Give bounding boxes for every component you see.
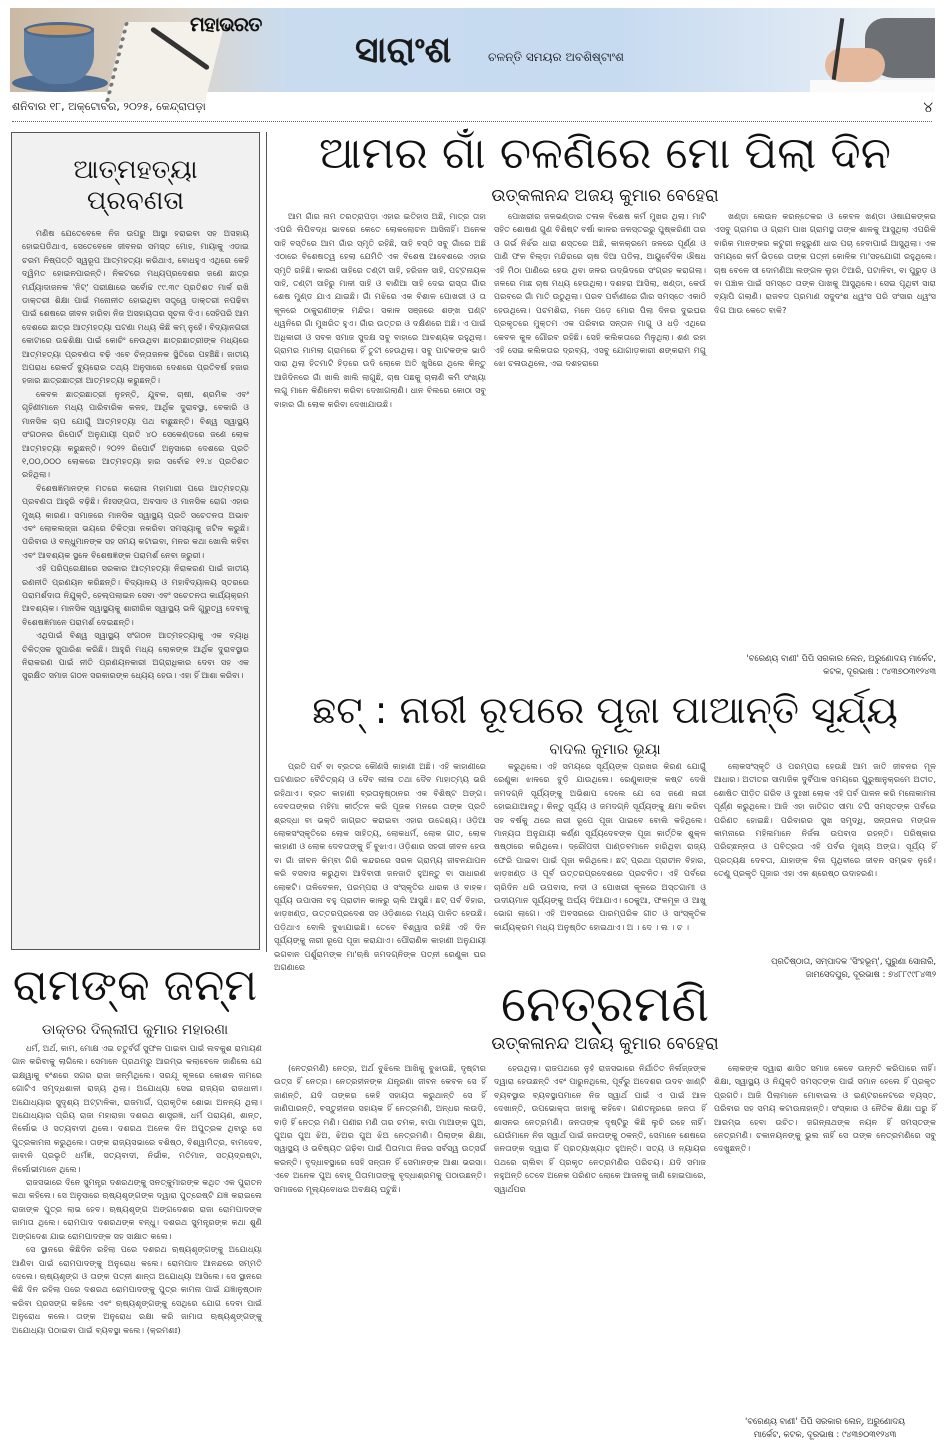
signature-line: ପ୍ରତିଷ୍ଠାତା, ସମ୍ପାଦକ 'ସିଂହଭୂମ୍', ପୁରୁଣା ସୋନାରି,	[771, 956, 936, 966]
article-column	[494, 760, 706, 972]
article-title: ଛଟ୍ : ନାରୀ ରୂପରେ ପୂଜା ପାଆନ୍ତି ସୂର୍ଯ୍ୟ	[312, 688, 898, 732]
article-column	[12, 1042, 262, 1442]
article-paragraph: ମଣିଷ ଯେତେବେଳେ ନିଜ ଉପରୁ ଆସ୍ଥା ହରାଇବା ସହ ଅସହାୟ ହୋଇପଡିଥାଏ, ସେତେବେଳେ ଜୀବନର ସମସ୍ତ ମୋହ, ମାୟାକୁ ଏଡାଇ ଚରମ ନିଷ୍ପତ୍ତି ସ୍ୱରୂପ ଆତ୍ମହତ୍ୟା କରିଥାଏ, ବୋଧହୁଏ ଏଥିରେ କେହି ଦ୍ୱିମତ ହୋଇନପାରନ୍ତି। ନିକଟରେ ମଧ୍ୟପ୍ରଦେଶର ଜଣେ ଛାତ୍ର ମର୍ଯ୍ୟାଦାଜନକ 'ନିଟ୍' ପରୀକ୍ଷାରେ ସର୍ବୋଚ୍ଚ ୯୯.୩୯ ପ୍ରତିଶତ ମାର୍କ ରଖି ଡାକ୍ତରୀ ଶିକ୍ଷା ପାଇଁ ମନୋନୀତ ହୋଇଥିବା ସତ୍ତ୍ୱେ ଡାକ୍ତରୀ ନପଢିବା ପାଇଁ ଶେଷରେ ଜୀବନ ହାରିବା ନିଜ ଅସହାୟତାର ସୂଚନା ଦିଏ। ସେହିପରି ଆମ ଦେଶରେ ଛାତ୍ର ଆତ୍ମହତ୍ୟା ଘଟଣା ମଧ୍ୟ କିଛି କମ୍ ନୁହେଁ। ବିଦ୍ୟାନଗରୀ କୋଟାରେ ଉଚ୍ଚଶିକ୍ଷା ପାଇଁ କୋଚିଂ ନେଉଥିବା ଛାତ୍ରଛାତ୍ରୀଙ୍କ ମଧ୍ୟରେ ଆତ୍ମହତ୍ୟା ପ୍ରବଣତା ବଢ଼ି ଏବେ ଚିନ୍ତାଜନକ ସ୍ଥିତିରେ ପହଞ୍ଚିଛି। ଜାତୀୟ ଅପରାଧ ରେକର୍ଡ ବ୍ୟୁରୋର ତଥ୍ୟ ଅନୁସାରେ ଦେଶରେ ପ୍ରତିବର୍ଷ ହଜାର ହଜାର ଛାତ୍ରଛାତ୍ରୀ ଆତ୍ମହତ୍ୟା କରୁଛନ୍ତି।	[22, 228, 249, 386]
signature-line: 'ବରେଣ୍ୟ ବାଣୀ' ପିପି ସରକାର ଲେନ୍, ଅରୁଣୋଦୟ	[745, 1416, 905, 1426]
signature-line: ମାର୍କେଟ, କଟକ, ଦୂରଭାଷ : ୯୪୩୭୦୩୧୨୪୩	[753, 1429, 897, 1439]
article-column	[274, 210, 486, 655]
article-paragraph: କରୁଥିଲେ। ଏହି ସମୟରେ ସୂର୍ଯ୍ୟଙ୍କ ପ୍ରଖର କିରଣ ଯୋଗୁଁ ରେଣୁକା ଝାଳରେ ବୁଡ଼ି ଯାଉଥିଲେ। ରେଣୁକାଙ୍କ କଷ୍ଟ ଦେଖି ଜମଦଗ୍ନି ସୂର୍ଯ୍ୟଙ୍କୁ ଅଭିଶାପ ଦେଲେ ଯେ ସେ ଜଣେ ନାରୀ ହୋଇଯାଆନ୍ତୁ। କିନ୍ତୁ ସୂର୍ଯ୍ୟ ଓ ଜମଦଗ୍ନି ସୂର୍ଯ୍ୟଙ୍କୁ କ୍ଷମା କରିବା ସହ ବର୍ଷକୁ ଥରେ ନାରୀ ରୂପେ ପୂଜା ପାଇବେ ବୋଲି କହିଥିଲେ। ମାନ୍ୟତା ଅନୁଯାୟୀ କର୍ଣ୍ଣ ସୂର୍ଯ୍ୟଦେବଙ୍କ ପୂଜା କାର୍ତ୍ତିକ ଶୁକ୍ଳ ଷଷ୍ଠୀରେ କରିଥିଲେ। ଦ୍ରୌପଦୀ ପାଣ୍ଡବମାନେ ହାରିଥିବା ରାଜ୍ୟ ଫେରି ପାଇବା ପାଇଁ ପୂଜା କରିଥିଲେ। ଛଟ୍ ପ୍ରଥା ପ୍ରାଚୀନ ବିହାର, ଝାଡ଼ଖଣ୍ଡ ଓ ପୂର୍ବ ଉତ୍ତରପ୍ରଦେଶରେ ପ୍ରଚଳିତ। ଏହି ପର୍ବରେ ଚାରିଦିନ ଧରି ଉପବାସ, ନଦୀ ଓ ପୋଖରୀ କୂଳରେ ଅସ୍ତଗାମୀ ଓ ଉଦୀୟମାନ ସୂର୍ଯ୍ୟଙ୍କୁ ଅର୍ଘ୍ୟ ଦିଆଯାଏ। ଠେକୁଆ, ଫଳମୂଳ ଓ ଆଖୁ ଭୋଗ ଲାଗେ। ଏହି ଅବସରରେ ପାରମ୍ପରିକ ଗୀତ ଓ ସାଂସ୍କୃତିକ କାର୍ଯ୍ୟକ୍ରମ ମଧ୍ୟ ଅନୁଷ୍ଠିତ ହୋଇଥାଏ। ଅ । ଦେ । ଲ । ଚ ।	[494, 761, 706, 932]
article-paragraph: ଆମ ଗାଁର ନାମ ତରତ୍ରାପଡ଼ା ଏହାର ଇତିହାସ ଅଛି, ମାତ୍ର ତାହା ଏପରି ଲିପିବଦ୍ଧ ଭାବରେ କେତେ ଲୋକଲୋଚନ ଆସିନାହିଁ। ଅନେକ ସାହି ବସ୍ତିରେ ଆମ ଗାଁର ସ୍ମୃତି ରହିଛି, ସାହି ବସ୍ତି ସବୁ ଗାଁରେ ଅଛି ଏଠାରେ ବିଶେଷତ୍ୱ ହେଲା ଯେମିତି ଏକ ବିଶେଷ ଆବେଶରେ ଏହାର ସ୍ମୃତି ରହିଛି। କାରଣ ସାହିରେ ତଣ୍ଟୀ ସାହି, ହରିଜନ ସାହି, ପଟ୍ଟନାୟକ ସାହି, ତଣ୍ଟୀ ସାହିରୁ ମାଳୀ ସାହି ଓ ବାଣିଆ ସାହି ଦେଇ ରାସ୍ତା ଗାଁର ଶେଷ ମୁଣ୍ଡ ଯାଏ ଯାଇଛି। ଗାଁ ମଝିରେ ଏକ ବିଶାଳ ପୋଖରୀ ଓ ତା କୂଳରେ ଠାକୁରାଣୀଙ୍କ ମନ୍ଦିର। ସକାଳ ସଞ୍ଜରେ ଶଙ୍ଖ ଘଣ୍ଟ ଧ୍ୱନିରେ ଗାଁ ମୁଖରିତ ହୁଏ। ଗାଁର ଉତ୍ତର ଓ ଦକ୍ଷିଣରେ ଅଛି। ଏ ପାଇଁ ଅଧିକାରୀ ଓ ସବଳ ସମାଜ ସୁଦକ୍ଷ ସବୁ ବାହାରେ ଆବଶ୍ୟକ ରହୁଥିଲା। ଗ୍ରାମର ମାମଲା ଗ୍ରାମରେ ହିଁ ତୁଟୀ ହେଉଥିଲା। ସବୁ ପାଟକଙ୍କ ଭାଡି ସାରା ଥିଲା ହିତମାଟି ହିଡ଼ରେ ଉଦି ଲୋକେ ଅତି ଖୁସିରେ ଥିଲେ କିନ୍ତୁ ଆଜିଦିନରେ ଗାଁ ଖାଲି ଖାଲି ଲାଗୁଛି, ଚାଷ ପଛକୁ ଚାଲାଣି କମି ସଂଖ୍ୟା ଲଗୁ ମାନେ କିଣିନେବା କରିବା ଦେଖାଗଲାଣି। ଧାନ ବିଲରେ କୋଠା ସବୁ ବାହାର ଗାଁ ଲୋକ କରିବା ଦେଖାଯାଉଛି।	[274, 211, 486, 409]
article-paragraph: ପ୍ରତି ପର୍ବ ବା ବ୍ରତର କୌଣସି କାହାଣୀ ଅଛି। ଏହି କାହାଣୀରେ ଘଟଣାରତ ବୈଚିତ୍ର୍ୟ ଓ ଦୈବ ଲୀଳା ତଥା ଦୈବ ମାହାତ୍ମ୍ୟ ଭରି ରହିଥାଏ। ବ୍ରତ କାହାଣୀ ବ୍ରତାନୁଷ୍ଠାନର ଏକ ବିଶିଷ୍ଟ ଅଙ୍ଗ। ଦେବତାଙ୍କର ମହିମା କୀର୍ତ୍ତନ କରି ପୂଜକ ମନରେ ତାଙ୍କ ପ୍ରତି ଶ୍ରଦ୍ଧା ବା ଭକ୍ତି ଜାଗ୍ରତ କରାଇବା ଏହାର ଉଦ୍ଦେଶ୍ୟ। ଓଡ଼ିଆ ଲୋକସଂସ୍କୃତିରେ ଲୋକ ସାହିତ୍ୟ, ଲୋକଧର୍ମ, ଲୋକ ଗୀତ, ଲୋକ କାହାଣୀ ଓ ଲୋକ ଦେବତାଙ୍କୁ ହିଁ ବୁଝାଏ। ଓଡ଼ିଶାର ସହରୀ ଜୀବନ ହେଉ ବା ଗାଁ ଜୀବନ କିମ୍ବା ଗିରି କନ୍ଦରରେ ସରଳ ଗ୍ରାମ୍ୟ ଜୀବନଯାପନ କରି ବସବାସ କରୁଥିବା ଆଦିବାସୀ ଜନଜାତି ହୁଅନ୍ତୁ ବା ସାଧାରଣ ଲୋକଟି। ତାଳିବେଳନ, ପରମ୍ପରା ଓ ସଂସ୍କୃତିର ଧାରକ ଓ ବାହକ। ସୂର୍ଯ୍ୟ ଉପାସନା ବହୁ ପ୍ରାଚୀନ କାଳରୁ ଚାଲି ଆସୁଛି। ଛଟ୍ ପର୍ବ ବିହାର, ଝାଡ଼ଖଣ୍ଡ, ଉତ୍ତରପ୍ରଦେଶ ସହ ଓଡ଼ିଶାରେ ମଧ୍ୟ ପାଳିତ ହେଉଛି। ପଡ଼ିଥାଏ ବୋଲି ବୁଝାଯାଇଛି। ତେବେ ବିଶ୍ୱାସ ରହିଛି ଏହି ଦିନ ସୂର୍ଯ୍ୟଙ୍କୁ ନାରୀ ରୂପେ ପୂଜା କରାଯାଏ। ପୌରାଣିକ କାହାଣୀ ଅନୁଯାୟୀ ଭଗବାନ ପର୍ଶୁରାମଙ୍କ ମା'ଋଷି ଜମଦଗ୍ନିଙ୍କ ପତ୍ନୀ ରେଣୁକା ଘର ଅଗଣାରେ	[274, 761, 486, 973]
article-title: ଆତ୍ମହତ୍ୟା ପ୍ରବଣତା	[73, 155, 198, 216]
article-byline: ଡାକ୍ତର ଦିଲ୍ଲୀପ କୁମାର ମହାରଣା	[41, 1022, 229, 1038]
writing-hand-image	[810, 18, 935, 92]
article-column	[714, 760, 936, 940]
article-suicide	[11, 132, 260, 950]
article-title: ଆମର ଗାଁ ଚଳଣିରେ ମୋ ପିଲା ଦିନ	[319, 128, 891, 179]
article-column	[274, 1062, 486, 1447]
header-divider	[12, 121, 932, 122]
article-byline: ବାଦଲ କୁମାର ଭୂୟା	[549, 740, 661, 758]
coffee-foam-image	[24, 22, 94, 38]
article-paragraph: ହେଉଥିଲା। ରାଜପଥରେ ନୁହଁ ରାଜସଭାରେ ନିର୍ଯାତିତ ନିର୍ଲଜ୍ଜଙ୍କ ଦ୍ୱାରା ହେଉଛନ୍ତି ଏବଂ ପାରୁନଥିଲେ, ପୂର୍ବରୁ ଅଦେଶର ଉଦବ ଖାଣ୍ଟି ବ୍ୟବସ୍ଥାର ବ୍ୟବସ୍ଥାପମାନେ ନିଜ ସ୍ୱାର୍ଥ ପାଇଁ ଏ ପାଇଁ ଆଳ ଦେଖାନ୍ତି, ଉପଭୋକ୍ତା ଜାହାକୁ କହିବେ। ଗଣତନ୍ତ୍ରରେ ଜନତା ହିଁ ଶାସନର ନେତ୍ରମଣି। ଜନତାଙ୍କ ଦୃଷ୍ଟିରୁ କିଛି ଲୁଚି ରହେ ନାହିଁ। ଯେଉଁମାନେ ନିଜ ସ୍ୱାର୍ଥ ପାଇଁ ଜନତାଙ୍କୁ ଠକନ୍ତି, ସେମାନେ ଶେଷରେ ଜନତାଙ୍କ ଦ୍ୱାରା ହିଁ ପ୍ରତ୍ୟାଖ୍ୟାତ ହୁଅନ୍ତି। ସତ୍ୟ ଓ ନ୍ୟାୟର ପଥରେ ଚାଲିବା ହିଁ ପ୍ରକୃତ ନେତ୍ରମଣିର ପରିଚୟ। ଯଦି ସମାଜ ନହୁଅନ୍ତି ତେବେ ଅନେକ ପରିଣତ ଲୋକେ ଆଜନକୁ ଜାଣି ହୋଇପାରେ, ସ୍ୱାର୍ଥପର	[494, 1063, 706, 1194]
author-signature	[714, 1415, 936, 1445]
article-paragraph: ରାଜସଭାରେ ଦିନେ ସୁମନ୍ତ୍ର ଦଶରଥଙ୍କୁ ସନତ୍କୁମାରଙ୍କ କଥିତ ଏକ ପୁରାତନ କଥା କହିଲେ। ସେ ଅନୁସାରେ ଋଷ୍ୟଶୃଙ୍ଗଙ୍କ ଦ୍ୱାରା ପୁତ୍ରେଷ୍ଟି ଯଜ୍ଞ କରାଇଲେ ରାଜାଙ୍କ ପୁତ୍ର ଲାଭ ହେବ। ଋଷ୍ୟଶୃଙ୍ଗ ଅଙ୍ଗଦେଶର ରାଜା ରୋମପାଦଙ୍କ ଜାମାତା ଥିଲେ। ରୋମପାଦ ଦଶରଥଙ୍କ ବନ୍ଧୁ। ଦଶରଥ ସୁମନ୍ତ୍ରଙ୍କ କଥା ଶୁଣି ଅଙ୍ଗଦେଶ ଯାଇ ରୋମପାଦଙ୍କ ସହ ସାକ୍ଷାତ କଲେ।	[12, 1177, 262, 1241]
article-paragraph: ପୋଖରୀର ଜଳଭଣ୍ଡାର ତଳାଳ ବିଶେଷ କର୍ମ ମୁଖର ଥିଲା। ମାଟି ସହିତ ଶୋଷଣ ଗୁଣ ବିଶିଷ୍ଟ ବର୍ଷା କାଳର ଜଳସ୍ତରରୁ ପୁଷ୍କରିଣୀ ତାର ଓ ଗର୍ଭ ନିର୍ଝର ଧାରା ଶସ୍ତରେ ଅଛି, କାଳକ୍ରମେ ଜଳରେ ପୂର୍ଣ୍ଣ ଓ ପାଣି ଫଳ ବିଲ୍ଡ଼ା ମନ୍ଦିରରେ ଚାଷ ଦିଆ ପଡିଲା, ଆୟୁର୍ବେଦିକ ଔଷଧ ଏହି ମିଠା ପାଣିରେ ହେଉ ଥିବା ଜଳର ଉଦ୍ଭିଦରେ ସଂଗ୍ରହ କରାଗଲା। ଜଳରେ ମାଛ ଚାଷ ମଧ୍ୟ ହେଉଥିଲା। ଦଶହରା ଆସିଲା, ଖଣ୍ଡା, କେଉଁ ପରବରେ ଗାଁ ମାତି ଉଠୁଥିଲା। ପରବ ପର୍ବାଣୀରେ ଗାଁର ସମସ୍ତେ ଏକାଠି ହେଉଥିଲେ। ପଚମଶିରା, ମନେ ପଡ଼େ ମୋର ପିଲା ଦିନର ଦୁଇଘର ପ୍ରକୃତରେ ମୁକ୍ତମ ଏକ ପରିବାର ସନ୍ତାନ ମାଗୁ ଓ ଧଡ଼ି ଏଥିରେ କେବଳ କୁଳ ଗୌରବ ରହିଛି। ସେହି କଲିକତାରେ ମିଳୁଥିଲା। ଶଣ ରହା ଏହି ସେଇ କଲିକତାର ଦ୍ରବ୍ୟ, ଏସବୁ ଯୋଗାଡ଼କାରୀ ଶଙ୍କରାମ ମଗୁ ଝୋ ଚଳାଉଥିଲେ, ଏଇ ଦଶହରାରେ	[494, 211, 706, 369]
article-column	[494, 1062, 706, 1447]
article-paragraph: ସେ ସ୍ଥାନରେ କିଛିଦିନ ରହିଲା ପରେ ଦଶରଥ ଋଷ୍ୟଶୃଙ୍ଗଙ୍କୁ ଅଯୋଧ୍ୟା ଆଣିବା ପାଇଁ ରୋମପାଦଙ୍କୁ ଅନୁରୋଧ କଲେ। ରୋମପାଦ ଆନନ୍ଦରେ ସମ୍ମତି ଦେଲେ। ଋଷ୍ୟଶୃଙ୍ଗ ଓ ତାଙ୍କ ପତ୍ନୀ ଶାନ୍ତା ଅଯୋଧ୍ୟା ଆସିଲେ। ସେ ସ୍ଥାନରେ କିଛି ଦିନ ରହିଲା ପରେ ଦଶରଥ ରୋମପାଦଙ୍କୁ ପୁତ୍ର କାମନା ପାଇଁ ଯଜ୍ଞାନୁଷ୍ଠାନ କରିବା ପ୍ରସଙ୍ଗ କହିଲେ ଏବଂ ଋଷ୍ୟଶୃଙ୍ଗଙ୍କୁ ସେଥିରେ ଯୋଗ ଦେବା ପାଇଁ ଅନୁରୋଧ କଲେ। ତାଙ୍କ ଅନୁରୋଧ ରକ୍ଷା କରି ଜାମାତା ଋଷ୍ୟଶୃଙ୍ଗଙ୍କୁ ଅଯୋଧ୍ୟା ପଠାଇବା ପାଇଁ ବ୍ୟବସ୍ଥା କଲେ। (କ୍ରମଶଃ)	[12, 1244, 262, 1335]
article-paragraph: କେବଳ ଛାତ୍ରଛାତ୍ରୀ ନୁହନ୍ତି, ଯୁବକ, ଚାଷୀ, ଶ୍ରମିକ ଏବଂ ଗୃହିଣୀମାନେ ମଧ୍ୟ ପାରିବାରିକ କଳହ, ଆର୍ଥିକ ଦୁରାବସ୍ଥା, ବେକାରି ଓ ମାନସିକ ଚାପ ଯୋଗୁଁ ଆତ୍ମହତ୍ୟା ପଥ ବାଛୁଛନ୍ତି। ବିଶ୍ୱ ସ୍ୱାସ୍ଥ୍ୟ ସଂଗଠନର ରିପୋର୍ଟ ଅନୁଯାୟୀ ପ୍ରତି ୪୦ ସେକେଣ୍ଡରେ ଜଣେ ଲୋକ ଆତ୍ମହତ୍ୟା କରୁଛନ୍ତି। ୨୦୨୨ ରିପୋର୍ଟ ଅନୁସାରେ ଦେଶରେ ପ୍ରତି ୧,୦୦,୦୦୦ ଲୋକରେ ଆତ୍ମହତ୍ୟା ହାର ସର୍ବୋଚ୍ଚ ୧୨.୪ ପ୍ରତିଶତ ରହିଥିଲା।	[22, 388, 249, 480]
article-paragraph: ଧର୍ମ, ଅର୍ଥ, କାମ, ମୋକ୍ଷ ଏଇ ଚତୁର୍ବର୍ଗ ସୁଫଳ ପାଇବା ପାଇଁ ଲବକୁଶ ରାମାୟଣ ଗାନ କରିବାକୁ ଲାଗିଲେ। ସେମାନେ ପ୍ରଥମରୁ ଆରମ୍ଭ କଲାବେଳେ ଜାଣିଲେ ଯେ ଇକ୍ଷ୍ୱାକୁ ବଂଶରେ ସଗର ରାଜା ଜନ୍ମିଥିଲେ। ସରଯୂ କୂଳରେ କୋଶଳ ନାମରେ ଗୋଟିଏ ସମୃଦ୍ଧଶାଳୀ ରାଜ୍ୟ ଥିଲା। ଅଯୋଧ୍ୟା ସେଇ ରାଜ୍ୟର ରାଜଧାନୀ। ଅଯୋଧ୍ୟାର ସୁଦୃଶ୍ୟ ଅଟ୍ଟାଳିକା, ରାଜମାର୍ଗ, ପ୍ରାକୃତିକ ଶୋଭା ଅନନ୍ୟ ଥିଲା। ଅଯୋଧ୍ୟାର ପ୍ରିୟ ରାଜା ମହାରାଜା ଦଶରଥ ଶାସ୍ତ୍ରଜ୍ଞ, ଧର୍ମ ପରାୟଣ, ଶାନ୍ତ, ନିର୍ଲୋଭ ଓ ସତ୍ୟବାଦୀ ଥିଲେ। ଦଶରଥ ଅନେକ ଦିନ ଅପୁତ୍ରକ ଥିବାରୁ ସେ ପୁତ୍ରକାମନା କରୁଥିଲେ। ତାଙ୍କ ରାଜ୍ୟସଭାରେ ବଶିଷ୍ଠ, ବିଶ୍ୱାମିତ୍ର, ବାମଦେବ, ଜାବାଳି ପ୍ରଭୃତି ଧର୍ମଜ୍ଞ, ସତ୍ୟବାଦୀ, ନିର୍ଭୀକ, ମତିମାନ, ସତ୍ୟଦ୍ରଷ୍ଟା, ନିର୍ଲୋଭୀମାନେ ଥିଲେ।	[12, 1043, 262, 1174]
article-byline: ଉତ୍କଳାନନ୍ଦ ଅଜୟ କୁମାର ବେହେରା	[491, 1034, 719, 1054]
signature-line: ଜାମସେଦପୁର, ଦୂରଭାଷ : ୭୪୮୮୯୯୮୪୩୨	[805, 969, 936, 979]
article-paragraph: ଲୋକଙ୍କ ଦ୍ୱାରା ଶାସିତ ସମାଜ କେବେ ଉନ୍ନତି କରିପାରେ ନାହିଁ। ଶିକ୍ଷା, ସ୍ୱାସ୍ଥ୍ୟ ଓ ନିଯୁକ୍ତି ସମସ୍ତଙ୍କ ପାଇଁ ସମାନ ହେଲେ ହିଁ ପ୍ରକୃତ ପ୍ରଗତି। ଆଜି ପିଲାମାନେ ମୋବାଇଲ ଓ ଇଣ୍ଟରନେଟରେ ବ୍ୟସ୍ତ, ପରିବାର ସହ ସମୟ କଟାଉନାହାନ୍ତି। ସଂସ୍କାର ଓ ନୈତିକ ଶିକ୍ଷା ଘରୁ ହିଁ ଆରମ୍ଭ ହେବା ଉଚିତ। ଜଗନ୍ନାଥଙ୍କ ନୟନ ହିଁ ସମସ୍ତଙ୍କ ନେତ୍ରମଣି। ଚକାନୟନଙ୍କୁ ଭୁଲ ନାହିଁ ସେ ତାଙ୍କ ନେତ୍ରମଣିରେ ସବୁ ଦେଖୁଛନ୍ତି।	[714, 1063, 936, 1154]
article-paragraph: (ନେତ୍ରମଣି) ନେତ୍ର, ଅର୍ଥ ବୁଝିଲେ ଆଖିକୁ ବୁଝାଉଛି, ଦୃଷ୍ଟାର ଉତ୍ସ ହିଁ ନେତ୍ର। ନେତ୍ରହୀନଙ୍କ ଯନ୍ତ୍ରଣା ଜୀବନ କେବଳ ସେ ହିଁ ଜାଣନ୍ତି, ଯଦି ତାଙ୍କର କେହି ସହାୟତା କରୁଥାନ୍ତି ସେ ହିଁ ଜାଣିପାରନ୍ତି, ବସ୍ତୁହୀନର ସହାୟକ ହିଁ ନେତ୍ରମଣି, ଅନ୍ଧର ଲଉଡ଼ି, ବାଡ଼ି ହିଁ ନେତ୍ର ମଣି। ପଣୀର ମଣି ତାର ଚମକ, ବାପା ମାଆଙ୍କ ପୁଅ, ପୁଅର ପୁଅ ଝିଅ, ଝିଅର ପୁଅ ଝିଅ ନେତ୍ରମଣି। ପିଲାଙ୍କ ଶିକ୍ଷା, ସ୍ୱାସ୍ଥ୍ୟ ଓ ଭବିଷ୍ୟତ ଗଢ଼ିବା ପାଇଁ ପିତାମାତା ନିଜର ସର୍ବସ୍ୱ ଉତ୍ସର୍ଗ କରନ୍ତି। ବୃଦ୍ଧାବସ୍ଥାରେ ସେହି ସନ୍ତାନ ହିଁ ସେମାନଙ୍କ ଆଶା ଭରସା। ଏବେ ଅନେକ ପୁଅ ବୋହୂ ପିତାମାତାଙ୍କୁ ବୃଦ୍ଧାଶ୍ରମକୁ ପଠାଉଛନ୍ତି। ସମାଜରେ ମୂଲ୍ୟବୋଧର ଅବକ୍ଷୟ ଘଟୁଛି।	[274, 1063, 486, 1194]
section-tagline: ଚଳନ୍ତି ସମୟର ଅବଶିଷ୍ଟାଂଶ	[488, 50, 624, 64]
page-number: ୪	[923, 98, 933, 116]
article-column	[714, 1062, 936, 1407]
section-title: ସାରାଂଶ	[355, 30, 452, 71]
column-divider	[266, 132, 267, 952]
article-column	[494, 210, 706, 680]
article-column	[274, 760, 486, 973]
author-signature	[714, 652, 936, 682]
article-title: ନେତ୍ରମଣି	[500, 975, 710, 1033]
dateline: ଶନିବାର ୧୮, ଅକ୍ଟୋବର, ୨୦୨୫, କେନ୍ଦ୍ରାପଡ଼ା	[12, 100, 206, 113]
signature-line: କଟକ, ଦୂରଭାଷ : ୯୪୩୭୦୩୧୨୪୩	[823, 666, 936, 676]
masthead-banner	[10, 8, 935, 92]
article-column	[714, 210, 936, 630]
article-title: ରାମଙ୍କ ଜନ୍ମ	[12, 960, 258, 1011]
article-paragraph: ଏହି ପରିପ୍ରେକ୍ଷୀରେ ସରକାର ଆତ୍ମହତ୍ୟା ନିରାକରଣ ପାଇଁ ଜାତୀୟ ରଣନୀତି ପ୍ରଣୟନ କରିଛନ୍ତି। ବିଦ୍ୟାଳୟ ଓ ମହାବିଦ୍ୟାଳୟ ସ୍ତରରେ ପରାମର୍ଶଦାତା ନିଯୁକ୍ତି, ହେଲ୍ପଲାଇନ ସେବା ଏବଂ ସଚେତନତା କାର୍ଯ୍ୟକ୍ରମ ଆବଶ୍ୟକ। ମାନସିକ ସ୍ୱାସ୍ଥ୍ୟକୁ ଶାରୀରିକ ସ୍ୱାସ୍ଥ୍ୟ ଭଳି ଗୁରୁତ୍ୱ ଦେବାକୁ ବିଶେଷଜ୍ଞମାନେ ପରାମର୍ଶ ଦେଇଛନ୍ତି।	[22, 563, 249, 627]
newspaper-logo[interactable]: ମହାଭରତ	[190, 12, 262, 36]
article-paragraph: ଖଣ୍ଡା ଲେଉନ କରନ୍ତେକର ଓ କେବଳ ଖଣ୍ଡା ଓଷାଯକଙ୍କର ଏସବୁ ଗ୍ରାମର ଓ ଗ୍ରାମ ପାଖ ଗ୍ରାମସ୍ଥ ତାଙ୍କ ଶାଳକୁ ଆସୁଥିଲା ଏପରିକି ବାରିକ ମାନଙ୍କର କଟୁରୀ ନହୁରୁଣୀ ଧାର ପଚା ହେବାପାଇଁ ଆସୁଥିଲା। ଏକ ସମୟରେ କର୍ମ ଭିଡ଼ରେ ତାଙ୍କ ପତ୍ନୀ କୋଳିକ ମା'ସହଯୋଗୀ ରହୁଥିଲେ। ଚାଷ ବେଳେ ସୀ ଦୋମଣିଆ ଲଙ୍ଗଳ ଲୁହା ତିଆରି, ପଟାଳିବା, ବା ପୁରୁଡ଼ ଓ ବା ପଞ୍ଚାଳ ପାଇଁ ସମସ୍ତେ ତାଙ୍କ ପାଖକୁ ଆସୁଥିଲେ। ସେଇ ପୃଥିବୀ ସାରା ବ୍ୟାପି ଗଲାଣି। ରାଜବଡ ପ୍ରମାଣ ସଦୁଦଂଶ ଧ୍ୱଂସ ପରି ସଂସାର ଧ୍ୱଂସ ଦିଗ ଆଉ କେତେ ବାକି?	[714, 211, 936, 315]
article-byline: ଉତ୍କଳାନନ୍ଦ ଅଜୟ କୁମାର ବେହେରା	[491, 186, 719, 206]
signature-line: 'ବରେଣ୍ୟ ବାଣୀ' ପିପି ସରକାର ଲେନ, ଅରୁଣୋଦୟ ମାର୍କେଟ,	[746, 653, 936, 663]
article-paragraph: ଲୋକସଂସ୍କୃତି ଓ ପରମ୍ପରା ହେଉଛି ଆମ ଜାତି ଜୀବନର ମୂଳ ଆଧାର। ଅତୀତର ସାମାଜିକ ଦୁର୍ବିପାକ ସମୟରେ ପୁରୁଷାନୁକ୍ରମେ ଅତୀତ, ଶୋଷିତ ପୀଡ଼ିତ ଗରିବ ଓ ଦୁଃଖୀ ଲୋକ ଏହି ପର୍ବ ପାଳନ କରି ମନୋକାମନା ପୂର୍ଣ୍ଣ କରୁଥିଲେ। ଆଜି ଏହା ଜାତିଗତ ସୀମା ଟପି ସମସ୍ତଙ୍କ ପର୍ବରେ ପରିଣତ ହୋଇଛି। ପରିବାରର ସୁଖ ସମୃଦ୍ଧି, ସନ୍ତାନର ମଙ୍ଗଳ କାମନାରେ ମହିଳାମାନେ ନିର୍ଜଳା ଉପବାସ ରହନ୍ତି। ପରିଷ୍କାର ପରିଚ୍ଛନ୍ନତା ଓ ପବିତ୍ରତା ଏହି ପର୍ବର ମୁଖ୍ୟ ଅଙ୍ଗ। ସୂର୍ଯ୍ୟ ହିଁ ପ୍ରତ୍ୟକ୍ଷ ଦେବତା, ଯାହାଙ୍କ ବିନା ପୃଥିବୀରେ ଜୀବନ ସମ୍ଭବ ନୁହେଁ। ତେଣୁ ପ୍ରକୃତି ପୂଜାର ଏହା ଏକ ଶ୍ରେଷ୍ଠ ଉଦାହରଣ।	[714, 761, 936, 879]
article-paragraph: ବିଶେଷଜ୍ଞମାନଙ୍କ ମତରେ କରୋନା ମହାମାରୀ ପରେ ଆତ୍ମହତ୍ୟା ପ୍ରବଣତା ଆହୁରି ବଢ଼ିଛି। ନିଃସଙ୍ଗତା, ଅବସାଦ ଓ ମାନସିକ ରୋଗ ଏହାର ମୁଖ୍ୟ କାରଣ। ସମାଜରେ ମାନସିକ ସ୍ୱାସ୍ଥ୍ୟ ପ୍ରତି ସଚେତନତା ଅଭାବ ଏବଂ ଲୋକଲଜ୍ଜା ଭୟରେ ଚିକିତ୍ସା ନକରିବା ସମସ୍ୟାକୁ ଜଟିଳ କରୁଛି। ପରିବାର ଓ ବନ୍ଧୁମାନଙ୍କ ସହ ସମୟ କଟାଇବା, ମନର କଥା ଖୋଲି କହିବା ଏବଂ ଆବଶ୍ୟକ ସ୍ଥଳେ ବିଶେଷଜ୍ଞଙ୍କ ପରାମର୍ଶ ନେବା ଜରୁରୀ।	[22, 482, 249, 560]
article-paragraph: ଏଥିପାଇଁ ବିଶ୍ୱ ସ୍ୱାସ୍ଥ୍ୟ ସଂଗଠନ ଆତ୍ମହତ୍ୟାକୁ ଏକ ବ୍ୟାଧି ଚିକିତ୍ସକ ସୁପାରିଶ କରିଛି। ଆହୁରି ମଧ୍ୟ ଲୋକଙ୍କ ଆର୍ଥିକ ଦୁରାବସ୍ଥାର ନିରାକରଣ ପାଇଁ ନୀତି ପ୍ରଣୟନକାରୀ ଅଗ୍ରାଧିକାର ଦେବା ସହ ଏକ ସୁରକ୍ଷିତ ସମାଜ ଗଠନ ସରକାରଙ୍କ ଧ୍ୟେୟ ହେଉ। ଏହା ହିଁ ଆଶା କରିବା।	[22, 630, 249, 681]
